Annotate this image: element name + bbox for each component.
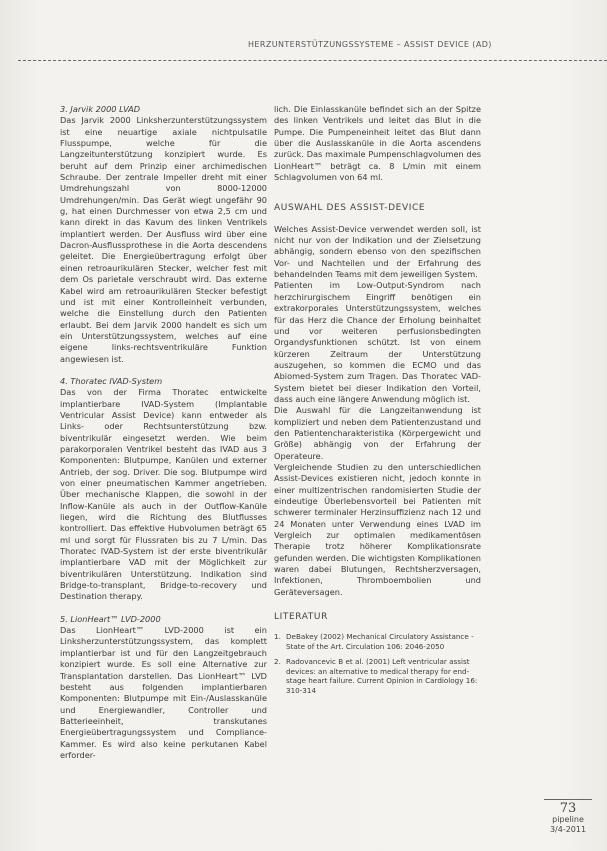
- selection-paragraph-4: Vergleichende Studien zu den unterschiedlichen Assist-Devices existieren nicht, jedoch konnte in einer multizentrischen randomisierten Studie der eindeutige Überlebensvorteil bei Patienten mit schwerer terminaler Herzinsuffizienz nach 12 und 24 Monaten unter Verwendung eines LVAD im Vergleich zur optimalen medikamentösen Therapie trotz höherer Komplikationsrate gefunden werden. Die wichtigsten Komplikationen waren dabei Blutungen, Rechtsherzversagen, Infektionen, Thromboembolien und Geräteversagen.: [274, 461, 481, 597]
- left-column: [60, 104, 267, 761]
- reference-item: [274, 657, 481, 696]
- section-title-lionheart: 5. LionHeart™ LVD-2000: [60, 613, 161, 624]
- publication-name: pipeline: [552, 815, 584, 824]
- selection-paragraph-1: Welches Assist-Device verwendet werden soll, ist nicht nur von der Indikation und der Zielsetzung abhängig, sondern ebenso von den spezifischen Vor- und Nachteilen und der Erfahrung des behandelnden Teams mit dem jeweiligen System.: [274, 223, 481, 280]
- page-number: 73: [559, 801, 577, 816]
- reference-item: [274, 632, 481, 651]
- reference-number: 2.: [274, 656, 281, 666]
- section-title-jarvik: 3. Jarvik 2000 LVAD: [60, 104, 141, 114]
- heading-device-selection: AUSWAHL DES ASSIST-DEVICE: [274, 203, 426, 214]
- reference-number: 1.: [274, 632, 281, 642]
- section-text-thoratec: Das von der Firma Thoratec entwickelte implantierbare IVAD-System (Implantable Ventricular Assist Device) kann entweder als Links- oder Rechtsunterstützung bzw. biventrikulär eingesetzt werden. Wie beim parakorporalen Ventrikel besteht das IVAD aus 3 Komponenten: Blutpumpe, Kanülen und externer Antrieb, der sog. Driver. Die sog. Blutpumpe wird von einer pneumatischen Kammer angetrieben. Über mechanische Klappen, die sowohl in der Inflow-Kanüle als auch in der Outflow-Kanüle liegen, wird die Richtung des Blutflusses kontrolliert. Das effektive Hubvolumen beträgt 65 ml und sorgt für Flussraten bis zu 7 L/min. Das Thoratec IVAD-System ist der erste biventrikulär implantierbare VAD mit der Möglichkeit zur biventrikulären Unterstützung. Indikation sind Bridge-to-transplant, Bridge-to-recovery und Destination therapy.: [60, 387, 267, 602]
- right-column: [274, 104, 481, 701]
- lionheart-continuation: lich. Die Einlasskanüle befindet sich an der Spitze des linken Ventrikels und leitet das Blut in die Pumpe. Die Pumpeneinheit leitet das Blut dann über die Auslasskanüle in die Aorta ascendens zurück. Das maximale Pumpenschlagvolumen des LionHeart™ beträgt ca. 8 L/min mit einem Schlagvolumen von 64 ml.: [274, 104, 481, 183]
- reference-list: [274, 632, 481, 695]
- reference-text: DeBakey (2002) Mechanical Circulatory Assistance - State of the Art. Circulation 106: 2046-2050: [286, 632, 474, 652]
- heading-literature: LITERATUR: [274, 612, 328, 623]
- selection-paragraph-3: Die Auswahl für die Langzeitanwendung ist kompliziert und neben dem Patientenzustand und den Patientencharakteristika (Körpergewicht und Größe) abhängig von der Erfahrung der Operateure.: [274, 405, 481, 461]
- selection-paragraph-2: Patienten im Low-Output-Syndrom nach herzchirurgischem Eingriff benötigen ein extrakorporales Unterstützungssystem, welches für das Herz die Chance der Erholung beinhaltet und vor weiteren perfusionsbedingten Organdysfunktionen schützt. Ist von einem kürzeren Zeitraum der Unterstützung auszugehen, so kommen die ECMO und das Abiomed-System zum Tragen. Das Thoratec VAD-System bietet bei dieser Indikation den Vorteil, dass auch eine längere Anwendung möglich ist.: [274, 280, 481, 404]
- reference-text: Radovancevic B et al. (2001) Left ventricular assist devices: an alternative to medical therapy for end-stage heart failure. Current Opinion in Cardiology 16: 310-314: [286, 656, 478, 695]
- section-title-thoratec: 4. Thoratec IVAD-System: [60, 375, 163, 386]
- folio-rule: [544, 799, 592, 800]
- page-folio: [540, 799, 596, 835]
- issue-number: 3/4-2011: [549, 825, 587, 834]
- section-text-jarvik: Das Jarvik 2000 Linksherzunterstützungssystem ist eine neuartige axiale nichtpulsatile Flusspumpe, welche für die Langzeitunterstützung konzipiert wurde. Es beruht auf dem Prinzip einer archimedischen Schraube. Der zentrale Impeller dreht mit einer Umdrehungszahl von 8000-12000 Umdrehungen/min. Das Gerät wiegt ungefähr 90 g, hat einen Durchmesser von etwa 2,5 cm und kann direkt in das Kavum des linken Ventrikels implantiert werden. Der Ausfluss wird über eine Dacron-Ausflussprothese in die Aorta descendens geleitet. Die Energieübertragung erfolgt über einen retroaurikulären Stecker, welcher fest mit dem Os parietale verschraubt wird. Das externe Kabel wird am retroaurikulären Stecker befestigt und ist mit einer Kontrolleinheit verbunden, welche die Einstellung durch den Patienten erlaubt. Bei dem Jarvik 2000 handelt es sich um ein Unterstützungssystem, welches auf eine eigene links-rechtsventrikuläre Funktion angewiesen ist.: [60, 115, 267, 364]
- section-text-lionheart: Das LionHeart™ LVD-2000 ist ein Linksherzunterstützungssystem, das komplett implantierbar ist und für den Langzeitgebrauch konzipiert wurde. Es soll eine Alternative zur Transplantation darstellen. Das LionHeart™ LVD besteht aus folgenden implantierbaren Komponenten: Blutpumpe mit Ein-/Auslasskanüle und Energiewandler, Controller und Batterieeinheit, transkutanes Energieübertragungssystem und Compliance-Kammer. Es wird also keine perkutanen Kabel erforder-: [60, 625, 267, 760]
- header-rule: [18, 60, 607, 61]
- running-header: HERZUNTERSTÜTZUNGSSYSTEME – ASSIST DEVICE (AD): [248, 40, 492, 49]
